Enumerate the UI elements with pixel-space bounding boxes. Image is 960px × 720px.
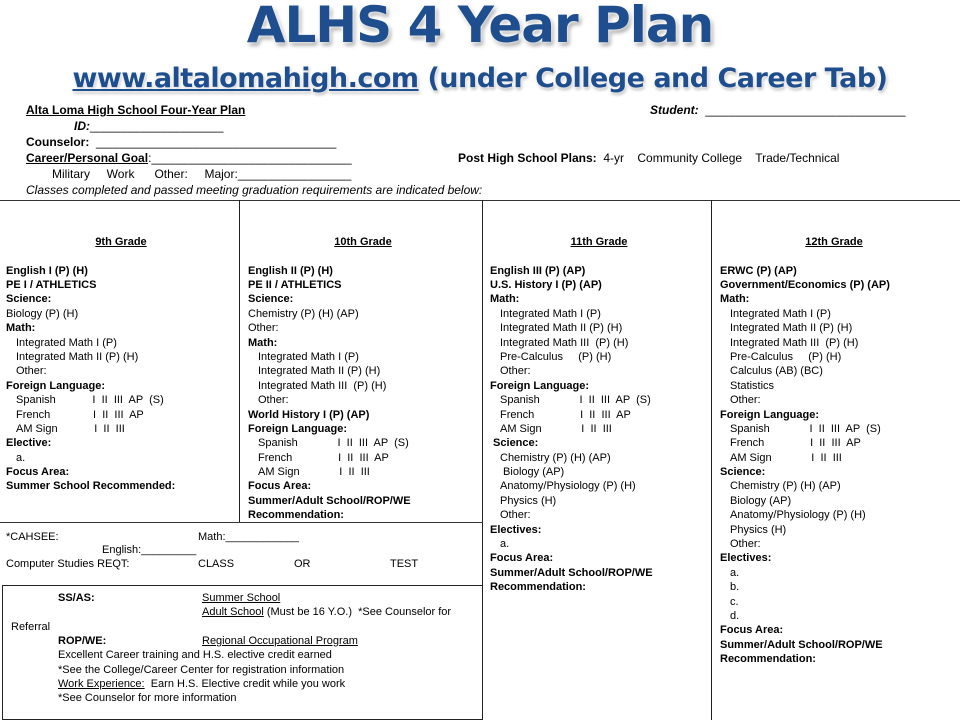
course-line: Chemistry (P) (H) (AP): [500, 451, 611, 464]
course-line: AM Sign I II III: [730, 451, 842, 464]
referral-text: Referral: [11, 621, 51, 633]
computer-test-option[interactable]: TEST: [390, 558, 419, 570]
course-line: Government/Economics (P) (AP): [720, 279, 890, 291]
course-line: AM Sign I II III: [500, 422, 612, 435]
cahsee-label: *CAHSEE:: [6, 531, 59, 543]
course-line: Focus Area:: [490, 552, 554, 565]
course-line: Other:: [500, 365, 531, 378]
course-line: Science:: [248, 293, 294, 306]
course-line: Math:: [720, 293, 750, 306]
course-line: Electives:: [490, 523, 542, 536]
course-line: Science:: [490, 437, 539, 450]
grade-11-column: [490, 206, 708, 595]
course-line: Summer School Recommended:: [6, 480, 176, 493]
course-line: Integrated Math I (P): [500, 307, 601, 320]
computer-studies-label: Computer Studies REQT:: [6, 558, 130, 570]
post-plans-field: [458, 151, 839, 165]
course-line: Other:: [730, 538, 761, 551]
course-line: Physics (H): [500, 494, 557, 507]
adult-school-line: [202, 605, 451, 619]
course-line: d.: [730, 609, 740, 622]
cahsee-math[interactable]: Math:____________: [198, 531, 299, 543]
grade-heading: 11th Grade: [570, 235, 628, 248]
course-line: French I II III AP: [730, 437, 861, 450]
id-blank[interactable]: ____________________: [90, 119, 224, 133]
header-divider: [0, 200, 960, 201]
course-line: Biology (AP): [730, 494, 792, 507]
course-line: French I II III AP: [16, 408, 144, 421]
course-line: Pre-Calculus (P) (H): [500, 350, 612, 363]
student-field: [650, 103, 906, 117]
counselor-blank[interactable]: ____________________________________: [96, 135, 337, 149]
course-line: Focus Area:: [248, 480, 312, 493]
course-line: Summer/Adult School/ROP/WE: [720, 638, 883, 651]
military-line[interactable]: Military Work Other: Major:_________________: [52, 167, 352, 181]
course-line: Science:: [6, 293, 52, 306]
course-line: PE II / ATHLETICS: [248, 279, 342, 291]
graduation-note: Classes completed and passed meeting graduation requirements are indicated below:: [26, 183, 483, 197]
course-line: Integrated Math I (P): [258, 350, 359, 363]
course-line: Integrated Math II (P) (H): [500, 322, 623, 335]
see-center-text: *See the College/Career Center for registration information: [58, 664, 345, 676]
course-line: Spanish I II III AP (S): [500, 394, 651, 407]
student-label: Student:: [650, 103, 699, 117]
grade-9-column: [6, 206, 236, 494]
grade-heading: 10th Grade: [334, 235, 392, 248]
course-line: Foreign Language:: [720, 408, 819, 421]
counselor-label: Counselor:: [26, 135, 90, 149]
grade-10-column: [248, 206, 478, 523]
course-line: AM Sign I II III: [258, 466, 370, 479]
course-line: Integrated Math I (P): [730, 307, 831, 320]
course-line: French I II III AP: [258, 451, 389, 464]
subtitle-note: (under College and Career Tab): [418, 63, 888, 94]
course-line: Foreign Language:: [490, 379, 589, 392]
course-line: Other:: [16, 365, 47, 378]
course-line: Other:: [500, 509, 531, 522]
course-line: Recommendation:: [490, 581, 586, 594]
course-line: PE I / ATHLETICS: [6, 279, 97, 291]
course-line: Elective:: [6, 437, 52, 450]
course-line: c.: [730, 595, 739, 608]
course-line: Biology (AP): [500, 466, 565, 479]
course-line: Foreign Language:: [248, 422, 347, 435]
school-plan-title: Alta Loma High School Four-Year Plan: [26, 103, 246, 117]
course-line: ERWC (P) (AP): [720, 264, 797, 277]
grade-heading: 9th Grade: [95, 235, 147, 248]
course-line: Summer/Adult School/ROP/WE: [248, 494, 411, 507]
course-line: b.: [730, 581, 740, 594]
course-line: Summer/Adult School/ROP/WE: [490, 566, 653, 579]
course-line: Integrated Math II (P) (H): [258, 365, 381, 378]
course-line: Focus Area:: [720, 624, 784, 637]
page-subtitle: [0, 63, 960, 94]
course-line: Math:: [490, 293, 520, 306]
work-experience-text: Earn H.S. Elective credit while you work: [144, 678, 346, 690]
course-line: AM Sign I II III: [16, 422, 125, 435]
rop-label: ROP/WE:: [58, 635, 107, 647]
course-line: Integrated Math III (P) (H): [258, 379, 387, 392]
id-field: [74, 119, 223, 133]
course-line: World History I (P) (AP): [248, 408, 370, 421]
course-line: English II (P) (H): [248, 264, 333, 277]
course-line: Spanish I II III AP (S): [258, 437, 409, 450]
course-line: a.: [500, 538, 510, 551]
adult-school-note: (Must be 16 Y.O.) *See Counselor for: [263, 606, 452, 618]
course-line: Spanish I II III AP (S): [730, 422, 881, 435]
course-line: Integrated Math I (P): [16, 336, 117, 349]
work-experience-line: [58, 677, 345, 691]
career-training-text: Excellent Career training and H.S. elective credit earned: [58, 649, 332, 661]
page-title: ALHS 4 Year Plan: [246, 0, 714, 54]
course-line: Math:: [6, 322, 36, 335]
course-line: Electives:: [720, 552, 772, 565]
computer-or: OR: [294, 558, 311, 570]
grade-12-column: [720, 206, 948, 667]
cahsee-top-border: [0, 522, 483, 523]
divider-11-12: [711, 200, 712, 720]
course-line: a.: [730, 566, 740, 579]
course-line: Other:: [730, 394, 761, 407]
course-line: Chemistry (P) (H) (AP): [730, 480, 841, 493]
course-line: French I II III AP: [500, 408, 631, 421]
course-line: Math:: [248, 336, 278, 349]
id-label: ID:: [74, 119, 90, 133]
course-line: Calculus (AB) (BC): [730, 365, 823, 378]
school-website-link[interactable]: www.altalomahigh.com: [72, 63, 419, 94]
course-line: Physics (H): [730, 523, 787, 536]
divider-9-10: [239, 200, 240, 522]
see-counselor-text: *See Counselor for more information: [58, 692, 237, 704]
course-line: English I (P) (H): [6, 264, 88, 277]
post-plans-options[interactable]: 4-yr Community College Trade/Technical: [603, 151, 840, 165]
counselor-field: [26, 135, 336, 149]
course-line: Statistics: [730, 379, 775, 392]
course-line: Other:: [248, 322, 279, 335]
course-line: U.S. History I (P) (AP): [490, 279, 602, 291]
computer-class-option[interactable]: CLASS: [198, 558, 235, 570]
course-line: Chemistry (P) (H) (AP): [248, 307, 359, 320]
course-line: Recommendation:: [720, 653, 816, 666]
course-line: Spanish I II III AP (S): [16, 394, 164, 407]
career-blank[interactable]: :______________________________: [148, 151, 352, 165]
work-experience-label: Work Experience:: [58, 678, 145, 690]
career-field: [26, 151, 352, 165]
course-line: Science:: [720, 466, 766, 479]
rop-full-name: Regional Occupational Program: [202, 635, 358, 647]
course-line: Recommendation:: [248, 509, 344, 522]
course-line: Anatomy/Physiology (P) (H): [730, 509, 866, 522]
course-line: Other:: [258, 394, 289, 407]
course-line: Biology (P) (H): [6, 307, 79, 320]
cahsee-english[interactable]: English:_________: [102, 544, 197, 556]
course-line: Integrated Math III (P) (H): [500, 336, 629, 349]
grade-heading: 12th Grade: [805, 235, 863, 248]
course-line: Integrated Math II (P) (H): [730, 322, 853, 335]
course-line: English III (P) (AP): [490, 264, 586, 277]
course-line: Focus Area:: [6, 466, 70, 479]
course-line: a.: [16, 451, 26, 464]
student-blank[interactable]: ______________________________: [705, 103, 906, 117]
summer-school-label: Summer School: [202, 592, 281, 604]
adult-school-label: Adult School: [202, 606, 264, 618]
course-line: Pre-Calculus (P) (H): [730, 350, 842, 363]
post-plans-label: Post High School Plans:: [458, 151, 597, 165]
course-line: Foreign Language:: [6, 379, 105, 392]
course-line: Anatomy/Physiology (P) (H): [500, 480, 636, 493]
course-line: Integrated Math III (P) (H): [730, 336, 859, 349]
career-label: Career/Personal Goal: [26, 151, 149, 165]
course-line: Integrated Math II (P) (H): [16, 350, 139, 363]
ssas-label: SS/AS:: [58, 592, 95, 604]
